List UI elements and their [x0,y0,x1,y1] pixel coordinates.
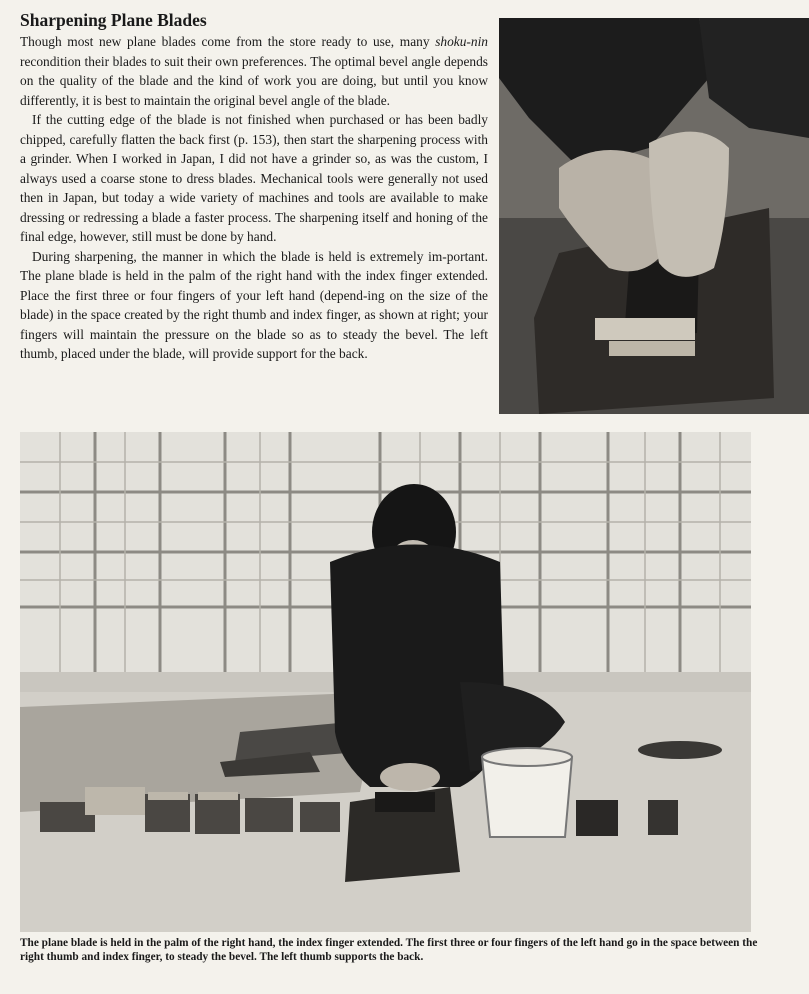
article-title: Sharpening Plane Blades [20,10,207,30]
workshop-sharpening-photo [20,432,751,932]
paragraph-2: If the cutting edge of the blade is not finished when purchased or has been badly chipped, carefully flatten the back first (p. 153), then start the sharpening process with a grinder. When I worked in Japan, I did not have a grinder so, as was the custom, I always used a coarse stone to dress blades. Mechanical tools were generally not used then in Japan, but today a wide variety of machines and tools are available to make dressing or redressing a blade a faster process. The sharpening itself and honing of the final edge, however, still must be done by hand. [20,112,488,244]
paragraph-1-italic-term: shoku-nin [435,34,488,49]
paragraph-1 [20,32,488,110]
article-body [20,32,488,364]
closeup-hands-photo [499,18,809,414]
paragraph-1-start: Though most new plane blades come from the store ready to use, many [20,34,436,49]
photo-caption: The plane blade is held in the palm of the right hand, the index finger extended. The first three or four fingers of the left hand go in the space between the right thumb and index finger, to steady the bevel. The left thumb supports the back. [20,937,758,963]
paragraph-3: During sharpening, the manner in which the blade is held is extremely im-portant. The plane blade is held in the palm of the right hand with the index finger extended. Place the first three or four fingers of your left hand (depend-ing on the size of the blade) in the space created by the right thumb and index finger, as shown at right; your fingers will maintain the pressure on the blade so as to steady the bevel. The left thumb, placed under the blade, will provide support for the back. [20,248,488,361]
paragraph-1-end: recondition their blades to suit their own preferences. The optimal bevel angle depends on the quality of the blade and the kind of work you are doing, but until you know differently, it is best to maintain the original bevel angle of the blade. [20,53,488,108]
